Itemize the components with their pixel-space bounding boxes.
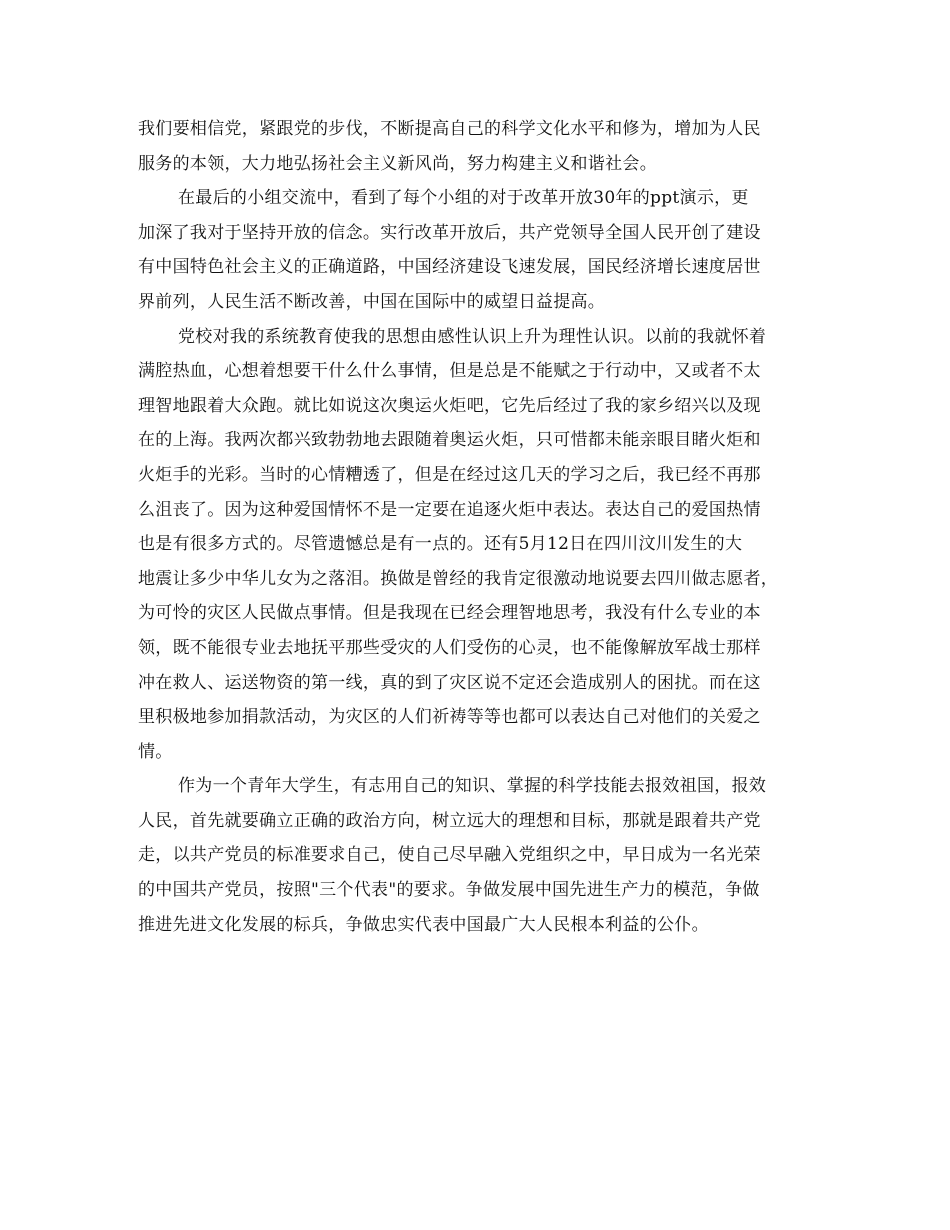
text-line: 我们要相信党，紧跟党的步伐，不断提高自己的科学文化水平和修为，增加为人民 [138, 119, 761, 139]
text-line: 有中国特色社会主义的正确道路，中国经济建设飞速发展，国民经济增长速度居世 [138, 257, 761, 278]
text-line: 加深了我对于坚持开放的信念。实行改革开放后，共产党领导全国人民开创了建设 [138, 222, 761, 243]
text-line: 服务的本领，大力地弘扬社会主义新风尚，努力构建主义和谐社会。 [138, 153, 657, 174]
text-line: 情。 [138, 741, 173, 762]
document-body [138, 112, 818, 942]
text-line: 人民，首先就要确立正确的政治方向，树立远大的理想和目标，那就是跟着共产党 [138, 810, 761, 831]
text-line: 推进先进文化发展的标兵，争做忠实代表中国最广大人民根本利益的公仆。 [138, 914, 709, 935]
text-line: 在的上海。我两次都兴致勃勃地去跟随着奥运火炬，只可惜都未能亲眼目睹火炬和 [138, 430, 761, 451]
text-line: 地震让多少中华儿女为之落泪。换做是曾经的我肯定很激动地说要去四川做志愿者， [138, 568, 779, 589]
paragraph-start-line: 党校对我的系统教育使我的思想由感性认识上升为理性认识。以前的我就怀着 [178, 326, 767, 347]
paragraph-start-line: 作为一个青年大学生，有志用自己的知识、掌握的科学技能去报效祖国，报效 [178, 776, 767, 797]
text-line: 冲在救人、运送物资的第一线，真的到了灾区说不定还会造成别人的困扰。而在这 [138, 672, 761, 693]
text-line: 满腔热血，心想着想要干什么什么事情，但是总是不能赋之于行动中，又或者不太 [138, 361, 761, 382]
text-line: 里积极地参加捐款活动，为灾区的人们祈祷等等也都可以表达自己对他们的关爱之 [138, 707, 761, 728]
text-line: 走，以共产党员的标准要求自己，使自己尽早融入党组织之中，早日成为一名光荣 [138, 845, 761, 866]
text-line: 为可怜的灾区人民做点事情。但是我现在已经会理智地思考，我没有什么专业的本 [138, 603, 761, 624]
text-line: 也是有很多方式的。尽管遗憾总是有一点的。还有5月12日在四川汶川发生的大 [138, 534, 743, 555]
text-line: 理智地跟着大众跑。就比如说这次奥运火炬吧，它先后经过了我的家乡绍兴以及现 [138, 395, 761, 416]
text-line: 的中国共产党员，按照"三个代表"的要求。争做发展中国先进生产力的模范，争做 [138, 880, 760, 901]
text-line: 么沮丧了。因为这种爱国情怀不是一定要在追逐火炬中表达。表达自己的爱国热情 [138, 499, 761, 520]
text-line: 界前列，人民生活不断改善，中国在国际中的威望日益提高。 [138, 291, 606, 312]
paragraph-start-line: 在最后的小组交流中，看到了每个小组的对于改革开放30年的ppt演示，更 [178, 188, 749, 209]
text-line: 领，既不能很专业去地抚平那些受灾的人们受伤的心灵，也不能像解放军战士那样 [138, 637, 761, 658]
text-line: 火炬手的光彩。当时的心情糟透了，但是在经过这几天的学习之后，我已经不再那 [138, 464, 761, 485]
